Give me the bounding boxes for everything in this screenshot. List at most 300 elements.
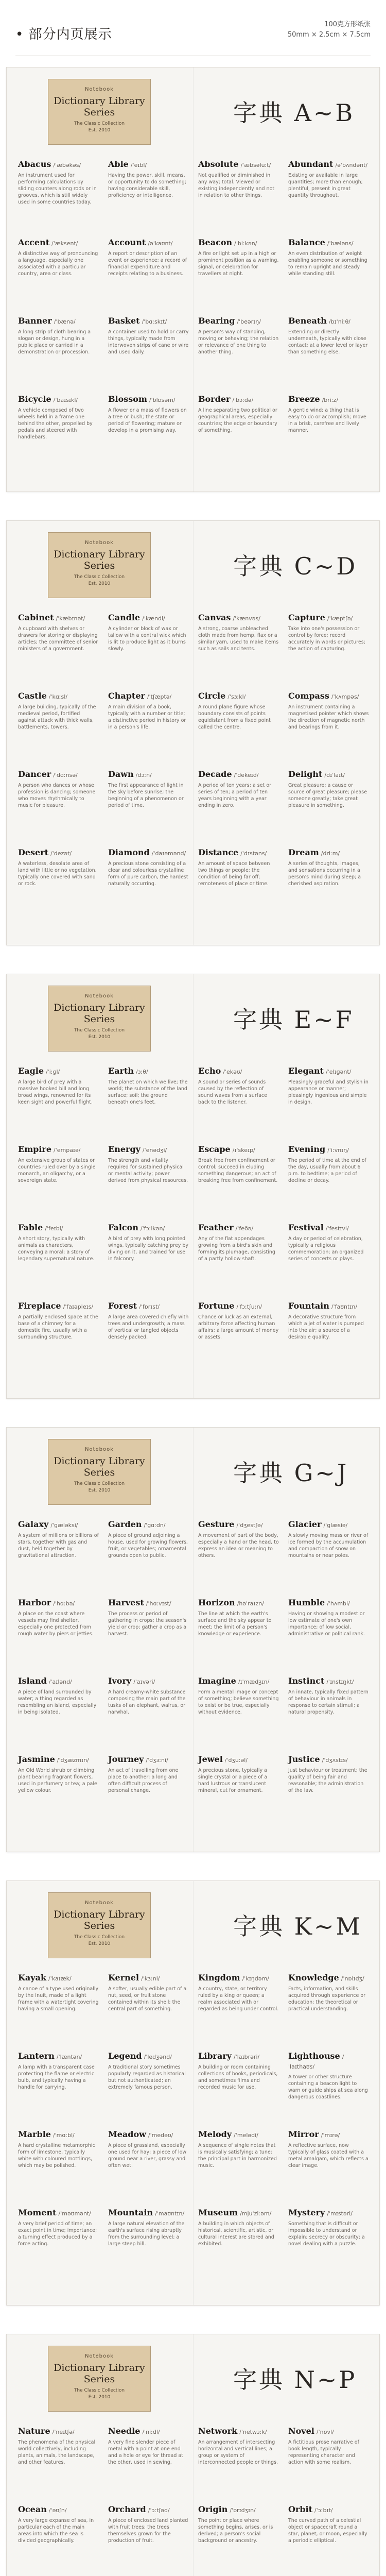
dictionary-entry [108, 1301, 189, 1379]
entry-phonetic: /ˈkæbɪnət/ [56, 615, 85, 622]
entry-phonetic: /ˈkɑːsl/ [48, 693, 68, 700]
entry-definition: A short story, typically with animals as characters, conveying a moral; a story of legendary supernatural nature. [18, 1236, 95, 1262]
cover-series-name: Dictionary Library Series [54, 2362, 145, 2385]
entry-definition: A round plane figure whose boundary consists of points equidistant from a fixed point called the centre. [198, 704, 271, 730]
entry-headword: Journey [108, 1754, 144, 1764]
dictionary-entry [18, 1598, 99, 1676]
entry-definition: A flower or a mass of flowers on a tree or bush; the state or period of flowering; mature or develop in a promising way. [108, 408, 187, 433]
entry-headword: Humble [288, 1598, 325, 1607]
entry-headword: Able [108, 159, 129, 169]
entry-headword: Delight [288, 769, 323, 779]
dictionary-entry [108, 691, 189, 769]
dictionary-entry [18, 2504, 99, 2576]
entry-headword: Cabinet [18, 613, 54, 622]
entry-definition: A fire or light set up in a high or prominent position as a warning, signal, or celebration for travellers at night. [198, 251, 279, 277]
dictionary-entry [108, 1223, 189, 1301]
dictionary-entry [288, 1598, 369, 1676]
entry-definition: An innate, typically fixed pattern of behaviour in animals in response to certain stimuli; a natural propensity. [288, 1689, 369, 1715]
entry-definition: A piece of land surrounded by water; a thing regarded as resembling an island, especially in being isolated. [18, 1689, 97, 1715]
entry-headword: Knowledge [288, 1973, 339, 1982]
entry-headword: Empire [18, 1144, 51, 1154]
entry-phonetic: /ˈsɜːkl/ [227, 693, 246, 700]
entry-headword: Abacus [18, 159, 51, 169]
dictionary-entry [18, 316, 99, 394]
dictionary-entry [288, 2426, 369, 2504]
cover-year: Est. 2010 [88, 581, 111, 586]
entry-phonetic: /dɔːn/ [135, 772, 152, 778]
cover-label [48, 532, 151, 598]
entry-phonetic: /ˈkænvəs/ [233, 615, 260, 622]
entry-phonetic: /ˈblɒsəm/ [149, 397, 176, 403]
dictionary-entry [108, 2504, 189, 2576]
entry-headword: Evening [288, 1144, 326, 1154]
cover-year: Est. 2010 [88, 1035, 111, 1040]
entry-phonetic: /ˈelɪɡənt/ [326, 1069, 352, 1075]
entry-headword: Fountain [288, 1301, 329, 1311]
entry-definition: A piece of grassland, especially one used for hay; a piece of low ground near a river, grassy and often wet. [108, 2143, 187, 2168]
entry-headword: Lighthouse [288, 2051, 340, 2061]
entry-phonetic: /ˈkʌmpəs/ [331, 693, 359, 700]
dictionary-entry [198, 769, 279, 848]
entry-definition: Extending or directly underneath, typically with close contact; at a lower level or layer than something else. [288, 329, 368, 355]
entry-headword: Museum [198, 2208, 238, 2217]
dictionary-entry [198, 1223, 279, 1301]
entry-definition: A gentle wind; a thing that is easy to do or accomplish; move in a brisk, carefree and lively manner. [288, 408, 366, 433]
entry-phonetic: /ˈhɑːvɪst/ [146, 1600, 171, 1607]
entry-phonetic: /ˈempaɪə/ [54, 1147, 81, 1154]
dictionary-entry [288, 2504, 369, 2576]
entry-phonetic: /əˈkaʊnt/ [148, 240, 173, 247]
entry-definition: A main division of a book, typically with a number or title; a distinctive period in history or in a person's life. [108, 704, 186, 730]
entry-definition: The period of time at the end of the day, usually from about 6 p.m. to bedtime; a period of decline or decay. [288, 1158, 366, 1183]
dictionary-entry [198, 1066, 279, 1144]
entry-definition: A hard crystalline metamorphic form of limestone, typically white with coloured mottlings, which may be polished. [18, 2143, 95, 2168]
entry-definition: A bird of prey with long pointed wings, typically catching prey by diving on it, and trained for use in falconry. [108, 1236, 189, 1262]
entry-headword: Orbit [288, 2504, 313, 2514]
cover-series-name: Dictionary Library Series [54, 1909, 145, 1931]
entry-phonetic: /ˈenədʒi/ [142, 1147, 167, 1154]
entry-definition: Great pleasure; a cause or source of great pleasure; please someone greatly; take great pleasure in something. [288, 783, 367, 808]
entry-definition: A lamp with a transparent case protecting the flame or electric bulb, and typically having a handle for carrying. [18, 2064, 95, 2090]
entry-definition: A large natural elevation of the earth's surface rising abruptly from the surrounding level; a large steep hill. [108, 2221, 185, 2247]
entry-definition: A precious stone consisting of a clear and colourless crystalline form of pure carbon, the hardest naturally occurring. [108, 861, 188, 887]
entry-phonetic: /ˈfeɪbl/ [45, 1225, 63, 1232]
entry-phonetic: /ˈmɪrə/ [321, 2132, 340, 2139]
entry-headword: Desert [18, 848, 49, 857]
entry-definition: A partially enclosed space at the base of a chimney for a domestic fire, usually with a surrounding structure. [18, 1314, 98, 1340]
cover-label [48, 1892, 151, 1958]
entry-headword: Distance [198, 848, 239, 857]
entry-headword: Fable [18, 1223, 43, 1232]
entry-definition: Something that is difficult or impossible to understand or explain; secrecy or obscurity; a novel dealing with a puzzle. [288, 2221, 365, 2247]
dictionary-entry [198, 2208, 279, 2286]
entry-definition: An extensive group of states or countries ruled over by a single monarch, an oligarchy, or a sovereign state. [18, 1158, 96, 1183]
dictionary-entry [18, 394, 99, 472]
cover-label [48, 79, 151, 145]
entry-headword: Horizon [198, 1598, 235, 1607]
entry-definition: A strong, coarse unbleached cloth made from hemp, flax or a similar yarn, used to make items such as sails and tents. [198, 626, 279, 652]
entry-phonetic: /ˈhɑːbə/ [53, 1600, 75, 1607]
dictionary-spread [6, 520, 380, 945]
entry-phonetic: /bɪˈniːθ/ [328, 318, 350, 325]
entry-definition: A very brief period of time; an exact point in time; importance; a turning effect produced by a force acting. [18, 2221, 97, 2247]
spread-range-title: 字典 E~F [233, 1006, 354, 1033]
entry-headword: Energy [108, 1144, 141, 1154]
entry-phonetic: /ˈlaɪbrəri/ [234, 2054, 260, 2060]
entry-phonetic: /ˈiːɡl/ [46, 1069, 60, 1075]
dictionary-entry [198, 2504, 279, 2576]
entry-phonetic: /ˈdʒuːəl/ [224, 1757, 248, 1764]
entry-phonetic: /əˈbʌndənt/ [335, 162, 368, 168]
entry-headword: Mountain [108, 2208, 153, 2217]
cover-label [48, 2346, 151, 2412]
entry-definition: A period of ten years; a set or series of ten; a period of ten years beginning with a year ending in zero. [198, 783, 272, 808]
entry-headword: Account [108, 238, 146, 247]
entry-definition: A large area covered chiefly with trees and undergrowth; a mass of vertical or tangled objects densely packed. [108, 1314, 189, 1340]
entry-definition: A sequence of single notes that is musically satisfying; a tune; the principal part in harmonized music. [198, 2143, 277, 2168]
cover-series-name: Dictionary Library Series [54, 95, 145, 118]
entry-headword: Imagine [198, 1676, 236, 1686]
entry-phonetic: /mjuˈziːəm/ [240, 2210, 272, 2217]
entry-definition: A container used to hold or carry things, typically made from interwoven strips of cane or wire and used daily. [108, 329, 189, 355]
entry-headword: Orchard [108, 2504, 146, 2514]
entry-definition: An act of travelling from one place to another; a long and often difficult process of personal change. [108, 1768, 179, 1793]
entry-phonetic: /ˈɪnstɪŋkt/ [326, 1679, 354, 1685]
dictionary-entry [198, 2426, 279, 2504]
cover-tagline: The Classic Collection [74, 1481, 125, 1486]
entry-headword: Galaxy [18, 1519, 49, 1529]
entry-definition: The point or place where something begins, arises, or is derived; a person's social background or ancestry. [198, 2518, 273, 2544]
entry-headword: Breeze [288, 394, 320, 404]
entry-phonetic: /ˈaɪvəri/ [133, 1679, 155, 1685]
entry-headword: Balance [288, 238, 325, 247]
entry-headword: Escape [198, 1144, 231, 1154]
dictionary-entry [288, 848, 369, 926]
entry-headword: Ivory [108, 1676, 132, 1686]
dictionary-entry [198, 1519, 279, 1598]
dictionary-entry [108, 1066, 189, 1144]
entry-phonetic: /ˈiːvnɪŋ/ [327, 1147, 349, 1154]
dictionary-spread [6, 2334, 380, 2576]
entry-definition: An instrument used for performing calculations by sliding counters along rods or in grooves, which is still widely used in some countries today. [18, 173, 97, 205]
cover-label [48, 986, 151, 1052]
entry-definition: An instrument containing a magnetised pointer which shows the direction of magnetic north and bearings from it. [288, 704, 369, 730]
entry-phonetic: /həˈraɪzn/ [237, 1600, 264, 1607]
entry-headword: Garden [108, 1519, 142, 1529]
cover-logo: Notebook [84, 993, 114, 999]
entry-headword: Jasmine [18, 1754, 55, 1764]
cover-year: Est. 2010 [88, 1488, 111, 1493]
dictionary-entry [18, 238, 99, 316]
entry-phonetic: /ˈnɒvl/ [316, 2429, 334, 2435]
dictionary-entry [288, 2051, 369, 2129]
dictionary-entry [108, 2426, 189, 2504]
entry-phonetic: /ˈnetwɜːk/ [239, 2429, 267, 2435]
entry-definition: An amount of space between two things or people; the condition of being far off; remoteness of place or time. [198, 861, 270, 887]
entry-headword: Meadow [108, 2129, 146, 2139]
entry-phonetic: /ˈdʒæzmɪn/ [57, 1757, 89, 1764]
entry-grid [18, 159, 369, 472]
entry-headword: Forest [108, 1301, 137, 1311]
entry-phonetic: /ˈɡlæsiə/ [323, 1522, 348, 1529]
entry-headword: Accent [18, 238, 50, 247]
entry-headword: Dream [288, 848, 319, 857]
entry-headword: Castle [18, 691, 47, 701]
entry-phonetic: /ˈdʒestʃə/ [236, 1522, 263, 1529]
entry-phonetic: /ˈlæntən/ [56, 2054, 82, 2060]
entry-phonetic: /ˈeɪbl/ [130, 162, 147, 168]
entry-phonetic: /ˈdɑːnsə/ [53, 772, 78, 778]
dictionary-entry [108, 769, 189, 848]
cover-year: Est. 2010 [88, 2395, 111, 2400]
entry-headword: Festival [288, 1223, 324, 1232]
cover-logo: Notebook [84, 2353, 114, 2359]
entry-phonetic: /ˈfaɪəpleɪs/ [63, 1303, 94, 1310]
entry-definition: A distinctive way of pronouncing a language, especially one associated with a particular country, area or class. [18, 251, 98, 277]
entry-definition: The phenomena of the physical world collectively, including plants, animals, the landscape, and other features. [18, 2439, 96, 2465]
entry-definition: A very large expanse of sea, in particular each of the main areas into which the sea is divided geographically. [18, 2518, 94, 2544]
entry-phonetic: /ˈmaʊntɪn/ [155, 2210, 185, 2217]
dictionary-entry [288, 1144, 369, 1223]
entry-headword: Network [198, 2426, 238, 2436]
entry-phonetic: /ˈdaɪəmənd/ [151, 850, 186, 857]
entry-definition: A very fine slender piece of metal with a point at one end and a hole or eye for thread at the other, used in sewing. [108, 2439, 183, 2465]
entry-headword: Diamond [108, 848, 150, 857]
entry-phonetic: /ˈbiːkən/ [234, 240, 257, 247]
spread-range-title: 字典 K~M [233, 1912, 362, 1940]
entry-phonetic: /ˈdʒʌstɪs/ [322, 1757, 348, 1764]
entry-phonetic: /ˈbeərɪŋ/ [237, 318, 261, 325]
entry-definition: Chance or luck as an external, arbitrary force affecting human affairs; a large amount of money or assets. [198, 1314, 279, 1340]
dictionary-entry [198, 1754, 279, 1833]
entry-phonetic: /ˈnɒlɪdʒ/ [341, 1975, 364, 1982]
dictionary-entry [288, 1973, 369, 2051]
dictionary-spread [6, 1880, 380, 2306]
entry-grid [18, 1973, 369, 2286]
entry-phonetic: /ˈmɑːbl/ [52, 2132, 75, 2139]
entry-definition: A country, state, or territory ruled by a king or queen; a realm associated with or regarded as being under control. [198, 1986, 279, 2012]
cover-series-name: Dictionary Library Series [54, 1002, 145, 1025]
entry-definition: A building in which objects of historical, scientific, artistic, or cultural interest are stored and exhibited. [198, 2221, 274, 2247]
dictionary-entry [288, 1676, 369, 1754]
entry-definition: Pleasingly graceful and stylish in appearance or manner; pleasingly ingenious and simple in design. [288, 1079, 369, 1105]
entry-headword: Lantern [18, 2051, 55, 2061]
entry-phonetic: /ɪˈmædʒɪn/ [238, 1679, 270, 1685]
entry-phonetic: /ˈfɔːtʃuːn/ [236, 1303, 262, 1310]
entry-headword: Basket [108, 316, 140, 326]
entry-headword: Needle [108, 2426, 141, 2436]
dictionary-entry [18, 1676, 99, 1754]
dictionary-entry [108, 2051, 189, 2129]
entry-phonetic: /ˈæbsəluːt/ [240, 162, 271, 168]
entry-definition: The curved path of a celestial object or spacecraft round a star, planet, or moon, especially a periodic elliptical. [288, 2518, 367, 2544]
entry-phonetic: /ˈkɜːnl/ [141, 1975, 160, 1982]
entry-phonetic: /ˈledʒənd/ [144, 2054, 172, 2060]
entry-definition: A cylinder or block of wax or tallow with a central wick which is lit to produce light as it burns slowly. [108, 626, 186, 652]
entry-phonetic: /ˈkaɪæk/ [48, 1975, 72, 1982]
dictionary-entry [18, 1301, 99, 1379]
entry-headword: Marble [18, 2129, 51, 2139]
entry-headword: Bicycle [18, 394, 51, 404]
entry-headword: Bearing [198, 316, 235, 326]
entry-headword: Chapter [108, 691, 145, 701]
entry-headword: Earth [108, 1066, 134, 1076]
entry-definition: Just behaviour or treatment; the quality of being fair and reasonable; the administration of the law. [288, 1768, 367, 1793]
cover-year: Est. 2010 [88, 128, 111, 133]
dictionary-entry [198, 2129, 279, 2208]
entry-definition: Existing or available in large quantities; more than enough; plentiful, present in great quantity throughout. [288, 173, 363, 198]
entry-phonetic: /ˈɡæləksi/ [50, 1522, 78, 1529]
spec-info [288, 20, 371, 40]
entry-phonetic: /ˈfeðə/ [235, 1225, 254, 1232]
entry-definition: An even distribution of weight enabling someone or something to remain upright and steady while standing still. [288, 251, 367, 277]
entry-definition: A large building, typically of the medieval period, fortified against attack with thick walls, battlements, towers. [18, 704, 96, 730]
entry-phonetic: /ˈɔːbɪt/ [314, 2507, 333, 2514]
dictionary-entry [288, 2129, 369, 2208]
entry-phonetic: /ˈlaɪthaʊs/ [288, 2054, 344, 2070]
dictionary-entry [18, 691, 99, 769]
entry-phonetic: /ˈbɑːskɪt/ [142, 318, 167, 325]
entry-headword: Island [18, 1676, 47, 1686]
entry-phonetic: /ˈniːdl/ [142, 2429, 160, 2435]
spread-range-title: 字典 G~J [233, 1459, 349, 1487]
entry-definition: A softer, usually edible part of a nut, seed, or fruit stone contained within its shell; the central part of something. [108, 1986, 187, 2012]
entry-phonetic: /ˈæbəkəs/ [53, 162, 81, 168]
entry-definition: The first appearance of light in the sky before sunrise; the beginning of a phenomenon or period of time. [108, 783, 184, 808]
entry-phonetic: /ˈbɔːdə/ [232, 397, 254, 403]
entry-headword: Abundant [288, 159, 334, 169]
entry-definition: A fictitious prose narrative of book length, typically representing character and action with some realism. [288, 2439, 359, 2465]
dictionary-entry [18, 1144, 99, 1223]
entry-headword: Novel [288, 2426, 314, 2436]
dictionary-entry [108, 238, 189, 316]
entry-headword: Banner [18, 316, 52, 326]
entry-headword: Falcon [108, 1223, 138, 1232]
cover-tagline: The Classic Collection [74, 2388, 125, 2393]
entry-phonetic: /ˈtʃæptə/ [147, 693, 172, 700]
entry-phonetic: /ˈkændl/ [142, 615, 165, 622]
entry-phonetic: /dɪˈlaɪt/ [324, 772, 345, 778]
dictionary-entry [198, 238, 279, 316]
dictionary-entry [18, 2129, 99, 2208]
dictionary-entry [288, 159, 369, 238]
entry-phonetic: /ˈmedəʊ/ [148, 2132, 173, 2139]
dictionary-entry [198, 316, 279, 394]
entry-headword: Decade [198, 769, 232, 779]
dictionary-entry [108, 1598, 189, 1676]
entry-phonetic: /ˈɡɑːdn/ [144, 1522, 166, 1529]
dictionary-entry [198, 2051, 279, 2129]
entry-headword: Kingdom [198, 1973, 240, 1982]
entry-phonetic: /ˈfɒrɪst/ [139, 1303, 160, 1310]
entry-definition: A person's way of standing, moving or behaving; the relation or relevance of one thing to another thing. [198, 329, 279, 355]
dictionary-entry [108, 1519, 189, 1598]
entry-phonetic: /ɪˈskeɪp/ [232, 1147, 255, 1154]
entry-phonetic: /ˈɔːtʃəd/ [148, 2507, 170, 2514]
cover-label [48, 1439, 151, 1505]
entry-phonetic: /ˈekəʊ/ [223, 1069, 242, 1075]
entry-definition: A series of thoughts, images, and sensations occurring in a person's mind during sleep; a cherished aspiration. [288, 861, 361, 887]
dictionary-entry [18, 769, 99, 848]
entry-definition: A decorative structure from which a jet of water is pumped into the air; a source of a desirable quality. [288, 1314, 364, 1340]
entry-definition: A reflective surface, now typically of glass coated with a metal amalgam, which reflects a clear image. [288, 2143, 369, 2168]
entry-phonetic: /ˈdɪstəns/ [240, 850, 267, 857]
entry-headword: Compass [288, 691, 329, 701]
entry-definition: A precious stone, typically a single crystal or a piece of a hard lustrous or translucent mineral, cut for ornament. [198, 1768, 268, 1793]
cover-logo: Notebook [84, 540, 114, 546]
dictionary-entry [288, 613, 369, 691]
spread-range-title: 字典 C~D [233, 552, 358, 580]
entry-headword: Kayak [18, 1973, 47, 1982]
entry-headword: Capture [288, 613, 325, 622]
dictionary-entry [288, 316, 369, 394]
entry-phonetic: /ˈɒrɪdʒɪn/ [230, 2507, 256, 2514]
entry-definition: A day or period of celebration, typically a religious commemoration; an organized series of concerts or plays. [288, 1236, 364, 1262]
dictionary-entry [18, 1754, 99, 1833]
entry-definition: An Old World shrub or climbing plant bearing fragrant flowers, used in perfumery or tea; a pale yellow colour. [18, 1768, 97, 1793]
size-spec: 50mm × 2.5cm × 7.5cm [287, 31, 371, 39]
entry-phonetic: /ˈəʊʃn/ [48, 2507, 67, 2514]
dictionary-entry [18, 848, 99, 926]
dictionary-entry [198, 1676, 279, 1754]
dictionary-entry [18, 2208, 99, 2286]
entry-definition: A traditional story sometimes popularly regarded as historical but not authenticated; an extremely famous person. [108, 2064, 186, 2090]
entry-headword: Glacier [288, 1519, 322, 1529]
entry-definition: Break free from confinement or control; succeed in eluding something dangerous; an act of breaking free from confinement. [198, 1158, 278, 1183]
cover-logo: Notebook [84, 87, 114, 92]
entry-phonetic: /ˈneɪtʃə/ [52, 2429, 75, 2435]
entry-phonetic: /ˈkæptʃə/ [327, 615, 353, 622]
dictionary-entry [288, 1223, 369, 1301]
entry-headword: Ocean [18, 2504, 47, 2514]
cover-tagline: The Classic Collection [74, 121, 125, 126]
entry-grid [18, 613, 369, 926]
dictionary-entry [288, 1301, 369, 1379]
entry-definition: Not qualified or diminished in any way; total. Viewed or existing independently and not in relation to other things. [198, 173, 275, 198]
dictionary-entry [288, 1519, 369, 1598]
entry-headword: Fireplace [18, 1301, 61, 1311]
cover-series-name: Dictionary Library Series [54, 549, 145, 571]
dictionary-entry [198, 848, 279, 926]
entry-definition: Take into one's possession or control by force; record accurately in words or pictures; the action of capturing. [288, 626, 365, 652]
entry-phonetic: /ˈhʌmbl/ [327, 1600, 350, 1607]
cover-logo: Notebook [84, 1447, 114, 1452]
dictionary-entry [108, 1973, 189, 2051]
entry-headword: Eagle [18, 1066, 44, 1076]
cover-tagline: The Classic Collection [74, 1028, 125, 1033]
dictionary-entry [108, 1676, 189, 1754]
entry-definition: The process or period of gathering in crops; the season's yield or crop; gather a crop as a harvest. [108, 1611, 187, 1637]
entry-definition: A movement of part of the body, especially a hand or the head, to express an idea or meaning to others. [198, 1533, 279, 1558]
entry-definition: A place on the coast where vessels may find shelter, especially one protected from rough water by piers or jetties. [18, 1611, 94, 1637]
entry-headword: Border [198, 394, 231, 404]
dictionary-entry [18, 2426, 99, 2504]
entry-phonetic: /ˈkɪŋdəm/ [242, 1975, 269, 1982]
entry-definition: Facts, information, and skills acquired through experience or education; the theoretical or practical understanding. [288, 1986, 366, 2012]
entry-headword: Moment [18, 2208, 57, 2217]
dictionary-entry [108, 2208, 189, 2286]
entry-headword: Elegant [288, 1066, 324, 1076]
entry-definition: A person who dances or whose profession is dancing; someone who moves rhythmically to music for pleasure. [18, 783, 96, 808]
dictionary-entry [198, 1144, 279, 1223]
entry-phonetic: /ˈfaʊntɪn/ [331, 1303, 358, 1310]
entry-phonetic: /ˈmɪstəri/ [327, 2210, 353, 2217]
entry-definition: A sound or series of sounds caused by the reflection of sound waves from a surface back to the listener. [198, 1079, 267, 1105]
dictionary-entry [18, 1973, 99, 2051]
entry-headword: Mystery [288, 2208, 325, 2217]
entry-headword: Instinct [288, 1676, 325, 1686]
dictionary-spread [6, 974, 380, 1399]
